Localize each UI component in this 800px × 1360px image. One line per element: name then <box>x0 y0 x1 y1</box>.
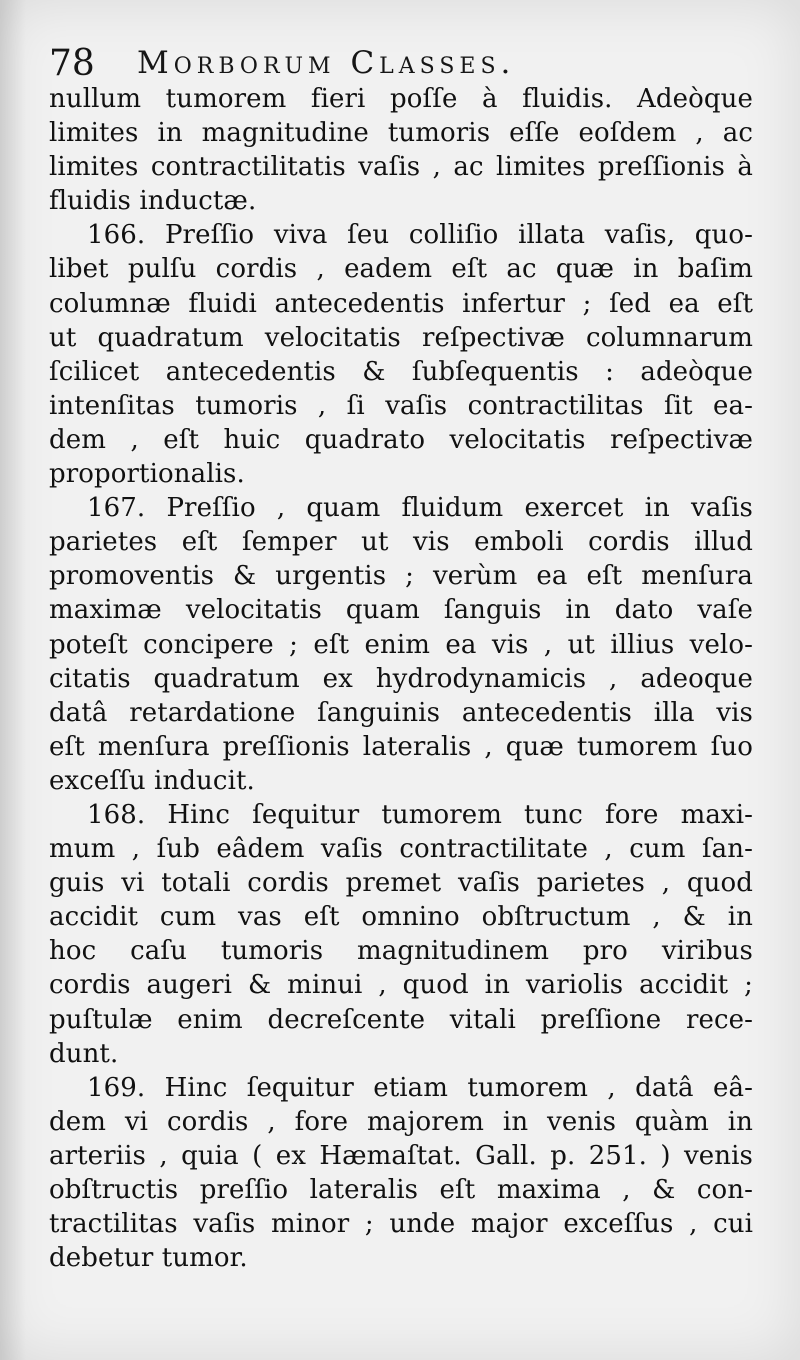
text-line: limites contractilitatis vaſis , ac limites preſſionis à <box>49 152 753 183</box>
text-line: parietes eſt ſemper ut vis emboli cordis illud <box>49 527 753 558</box>
text-line: promoventis & urgentis ; verùm ea eſt menſura <box>49 561 753 592</box>
text-line: arteriis , quia ( ex Hæmaſtat. Gall. p. 251. ) venis <box>49 1140 753 1171</box>
page-number: 78 <box>49 43 95 84</box>
text-line: guis vi totali cordis premet vaſis parietes , quod <box>49 868 753 899</box>
text-line: ut quadratum velocitatis reſpectivæ columnarum <box>49 322 753 353</box>
text-line: dem vi cordis , fore majorem in venis quàm in <box>49 1106 753 1137</box>
text-line: 167. Preſſio , quam fluidum exercet in vaſis <box>87 493 753 524</box>
text-line: maximæ velocitatis quam ſanguis in dato vaſe <box>49 595 753 626</box>
text-line: exceſſu inducit. <box>49 765 255 796</box>
text-line: accidit cum vas eſt omnino obſtructum , & in <box>49 902 753 933</box>
text-line: debetur tumor. <box>49 1243 248 1274</box>
paragraph-167 <box>49 491 753 798</box>
text-line: 169. Hinc ſequitur etiam tumorem , datâ eâ- <box>87 1072 753 1103</box>
running-title: Morborum Classes. <box>137 45 516 81</box>
paragraph-168 <box>49 798 753 1071</box>
text-line: ſcilicet antecedentis & ſubſequentis : adeòque <box>49 356 753 387</box>
text-line: mum , ſub eâdem vaſis contractilitate , cum ſan- <box>49 834 753 865</box>
text-line: libet pulſu cordis , eadem eſt ac quæ in baſim <box>49 254 753 285</box>
body-text <box>49 82 753 1275</box>
text-line: fluidis inductæ. <box>49 186 257 217</box>
text-line: intenſitas tumoris , ſi vaſis contractilitas ſit ea- <box>49 390 753 421</box>
text-line: proportionalis. <box>49 459 245 490</box>
text-line: puſtulæ enim decreſcente vitali preſſione rece- <box>49 1004 753 1035</box>
text-line: obſtructis preſſio lateralis eſt maxima , & con- <box>49 1175 753 1205</box>
text-line: eſt menſura preſſionis lateralis , quæ tumorem ſuo <box>49 731 753 762</box>
paragraph-166 <box>49 218 753 491</box>
text-line: poteſt concipere ; eſt enim ea vis , ut illius velo- <box>49 629 753 660</box>
text-line: tractilitas vaſis minor ; unde major exceſſus , cui <box>49 1209 753 1240</box>
text-line: nullum tumorem fieri poſſe à fluidis. Adeòque <box>49 84 753 114</box>
text-line: dem , eſt huic quadrato velocitatis reſpectivæ <box>49 424 753 455</box>
text-line: hoc caſu tumoris magnitudinem pro viribus <box>49 936 753 967</box>
text-line: datâ retardatione ſanguinis antecedentis illa vis <box>49 697 753 728</box>
text-line: limites in magnitudine tumoris eſſe eoſdem , ac <box>49 118 753 149</box>
text-line: 168. Hinc ſequitur tumorem tunc fore maxi- <box>87 799 753 830</box>
text-line: columnæ fluidi antecedentis infertur ; ſed ea eſt <box>49 288 753 319</box>
text-line: citatis quadratum ex hydrodynamicis , adeoque <box>49 663 753 694</box>
text-line: 166. Preſſio viva ſeu colliſio illata vaſis, quo- <box>87 220 753 251</box>
paragraph-continued <box>49 82 753 218</box>
paragraph-169 <box>49 1071 753 1276</box>
text-line: cordis augeri & minui , quod in variolis accidit ; <box>49 970 753 1001</box>
page-gutter-shadow <box>0 0 26 1360</box>
text-line: dunt. <box>49 1038 119 1069</box>
